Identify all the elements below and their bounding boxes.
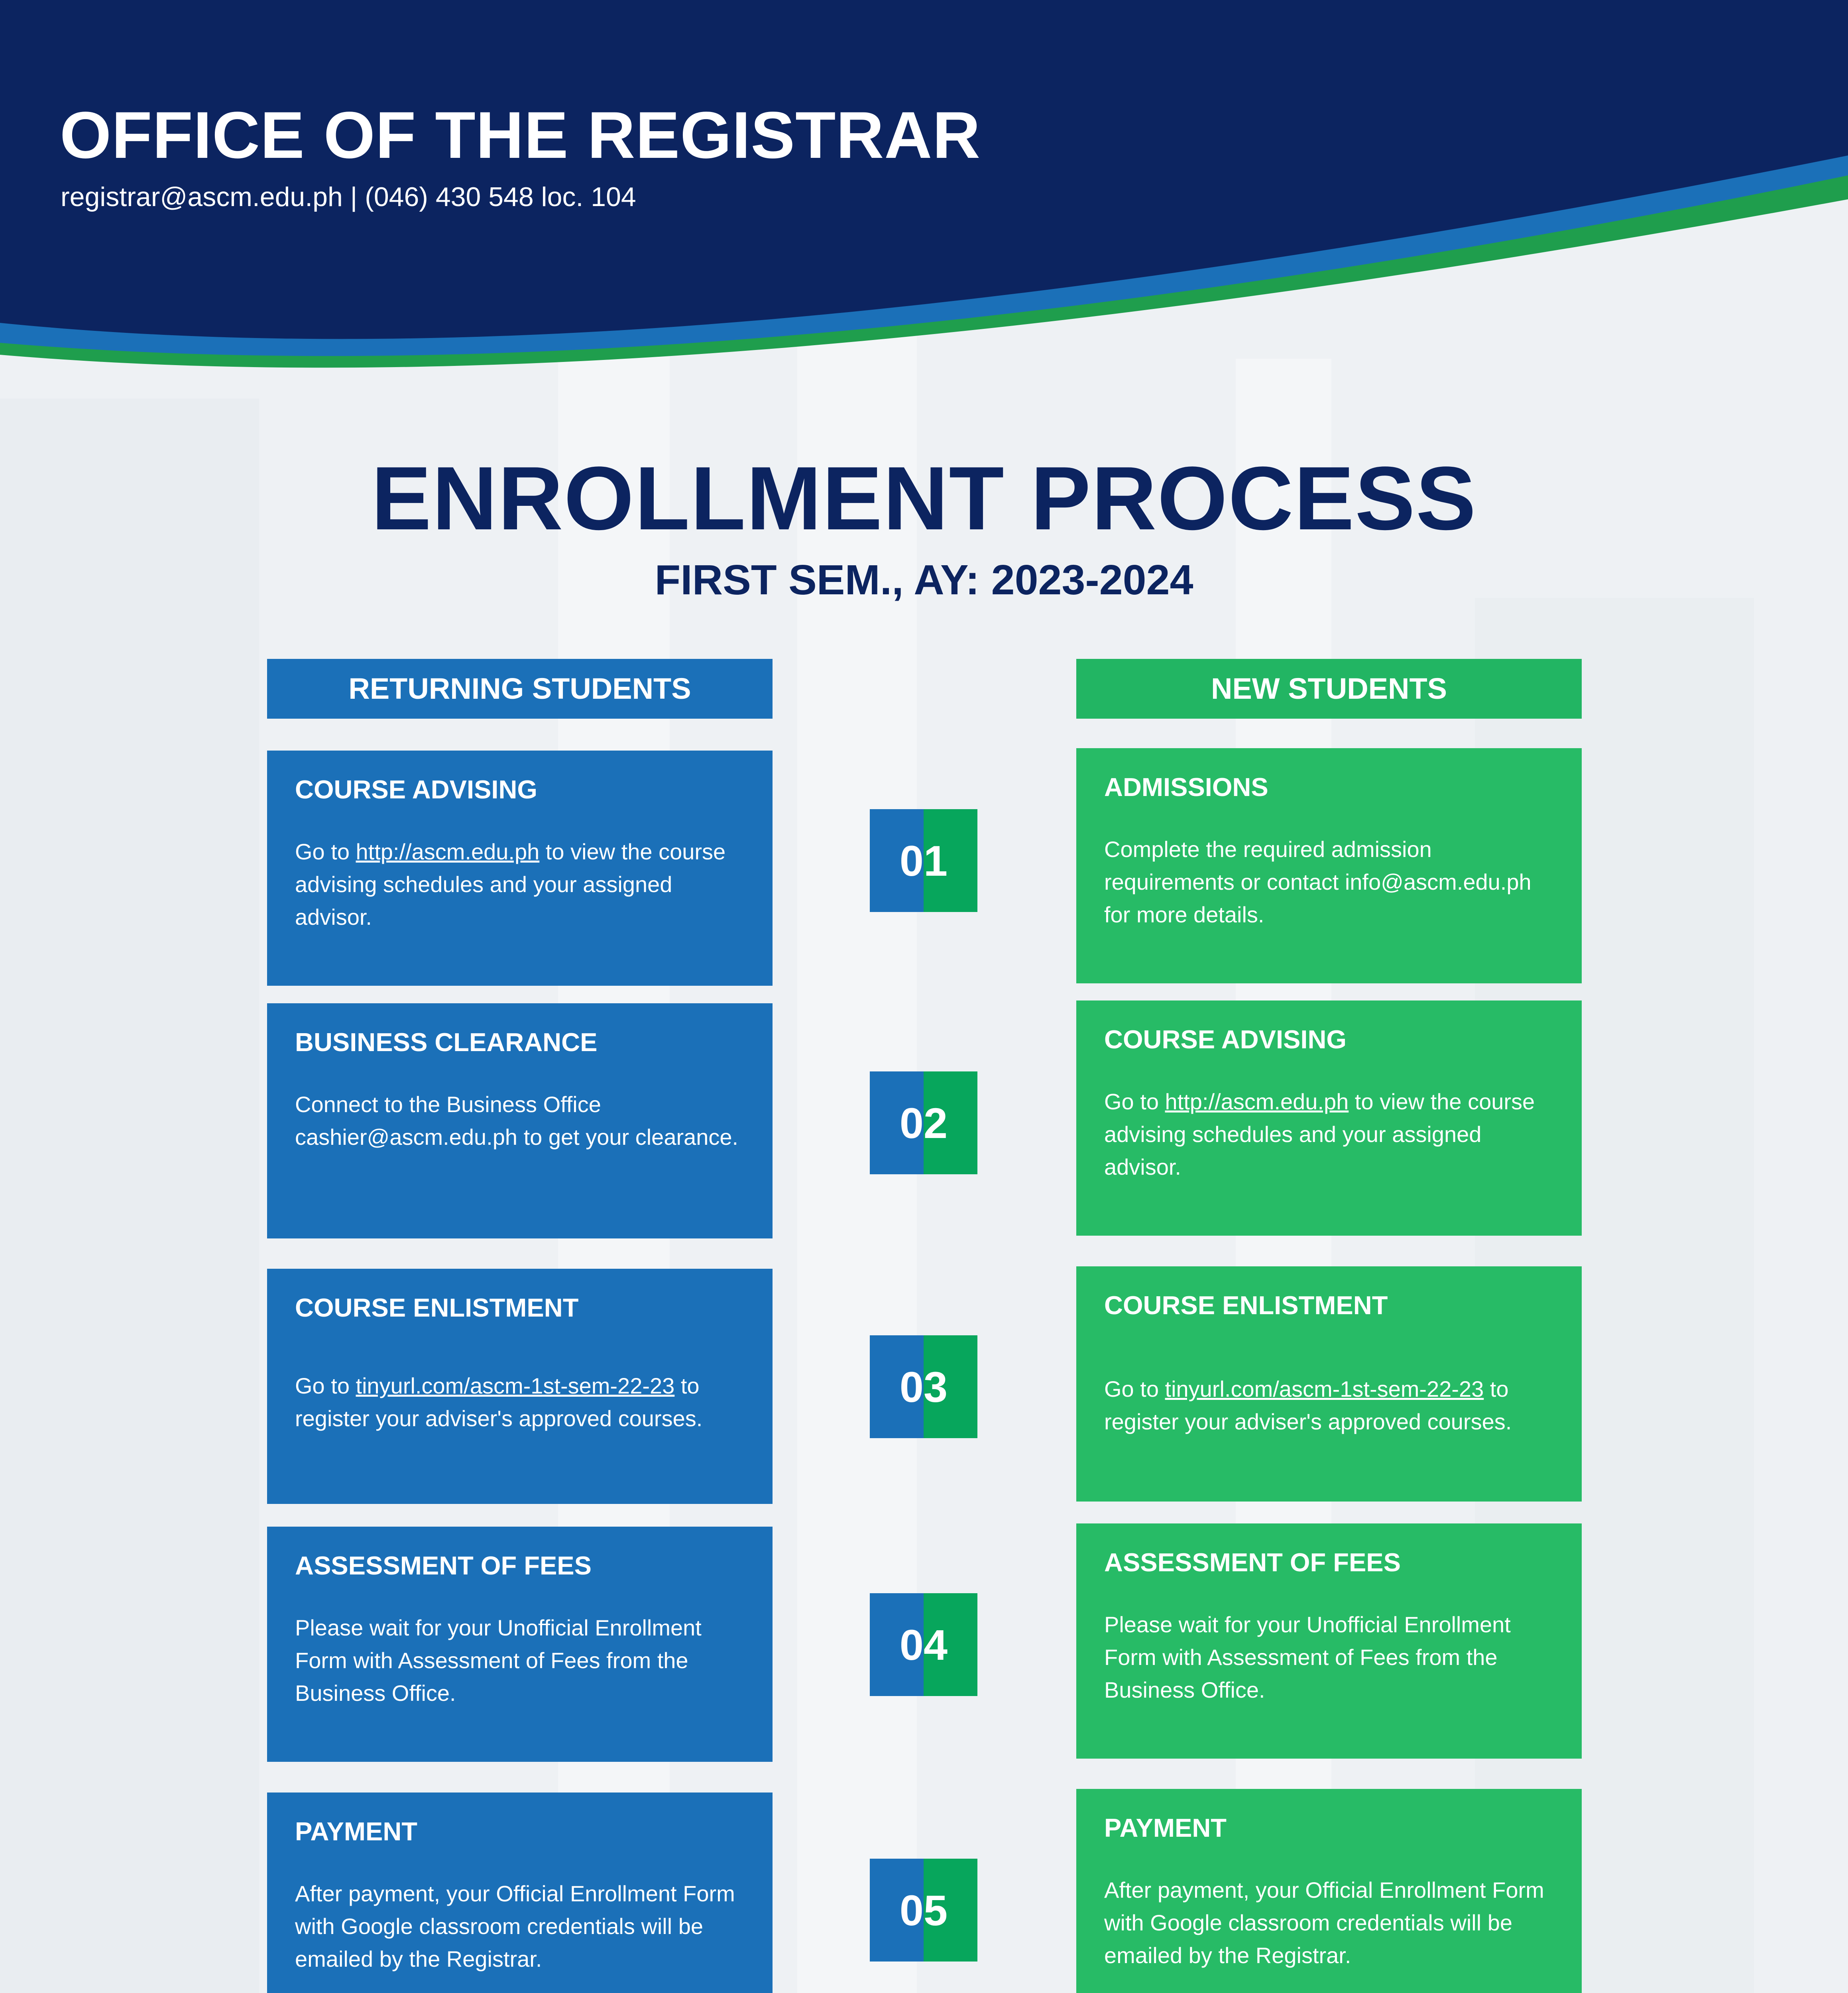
enlistment-link[interactable]: tinyurl.com/ascm-1st-sem-22-23	[356, 1373, 675, 1398]
card-title: ASSESSMENT OF FEES	[1104, 1548, 1401, 1577]
new-students-header: NEW STUDENTS	[1076, 659, 1582, 719]
returning-step-5-card	[267, 1793, 773, 1993]
returning-step-1-card	[267, 751, 773, 986]
card-body: After payment, your Official Enrollment Form with Google classroom credentials will be emailed by the Registrar.	[295, 1881, 735, 1971]
new-step-3-card	[1076, 1266, 1582, 1502]
step-number-05: 05	[870, 1859, 977, 1962]
card-body: After payment, your Official Enrollment Form with Google classroom credentials will be emailed by the Registrar.	[1104, 1877, 1544, 1968]
new-step-2-card	[1076, 1000, 1582, 1236]
card-title: ASSESSMENT OF FEES	[295, 1551, 592, 1580]
card-title: PAYMENT	[295, 1817, 418, 1846]
new-step-5-card	[1076, 1789, 1582, 1993]
returning-step-2-card	[267, 1003, 773, 1238]
new-step-4-card	[1076, 1523, 1582, 1759]
enlistment-link[interactable]: tinyurl.com/ascm-1st-sem-22-23	[1165, 1376, 1484, 1401]
card-title: PAYMENT	[1104, 1813, 1227, 1842]
page-title: ENROLLMENT PROCESS	[371, 448, 1477, 548]
step-number-03: 03	[870, 1335, 977, 1438]
card-body: Go to tinyurl.com/ascm-1st-sem-22-23 to register your adviser's approved courses.	[1104, 1376, 1512, 1434]
advising-link[interactable]: http://ascm.edu.ph	[356, 839, 540, 864]
advising-link[interactable]: http://ascm.edu.ph	[1165, 1089, 1349, 1114]
card-title: COURSE ENLISTMENT	[295, 1293, 579, 1322]
returning-step-3-card	[267, 1269, 773, 1504]
step-number-01: 01	[870, 809, 977, 912]
card-title: COURSE ADVISING	[295, 775, 537, 804]
returning-students-header: RETURNING STUDENTS	[267, 659, 773, 719]
new-step-1-card	[1076, 748, 1582, 983]
page-subtitle: FIRST SEM., AY: 2023-2024	[655, 556, 1193, 603]
card-body: Please wait for your Unofficial Enrollment Form with Assessment of Fees from the Business Office.	[295, 1615, 702, 1706]
card-body: Go to tinyurl.com/ascm-1st-sem-22-23 to register your adviser's approved courses.	[295, 1373, 703, 1431]
card-body: Complete the required admission requirements or contact info@ascm.edu.ph for more details.	[1104, 837, 1531, 927]
card-body: Please wait for your Unofficial Enrollment Form with Assessment of Fees from the Business Office.	[1104, 1612, 1511, 1702]
step-number-02: 02	[870, 1071, 977, 1174]
returning-step-4-card	[267, 1527, 773, 1762]
card-title: COURSE ENLISTMENT	[1104, 1291, 1388, 1320]
card-title: COURSE ADVISING	[1104, 1025, 1347, 1054]
office-title: OFFICE OF THE REGISTRAR	[60, 98, 981, 172]
card-title: ADMISSIONS	[1104, 772, 1268, 802]
card-title: BUSINESS CLEARANCE	[295, 1028, 598, 1057]
card-body: Go to http://ascm.edu.ph to view the course advising schedules and your assigned advisor.	[1104, 1089, 1535, 1179]
card-body: Connect to the Business Office cashier@ascm.edu.ph to get your clearance.	[295, 1092, 739, 1150]
step-number-04: 04	[870, 1593, 977, 1696]
card-body: Go to http://ascm.edu.ph to view the course advising schedules and your assigned advisor.	[295, 839, 726, 930]
office-contact: registrar@ascm.edu.ph | (046) 430 548 loc. 104	[61, 182, 636, 212]
